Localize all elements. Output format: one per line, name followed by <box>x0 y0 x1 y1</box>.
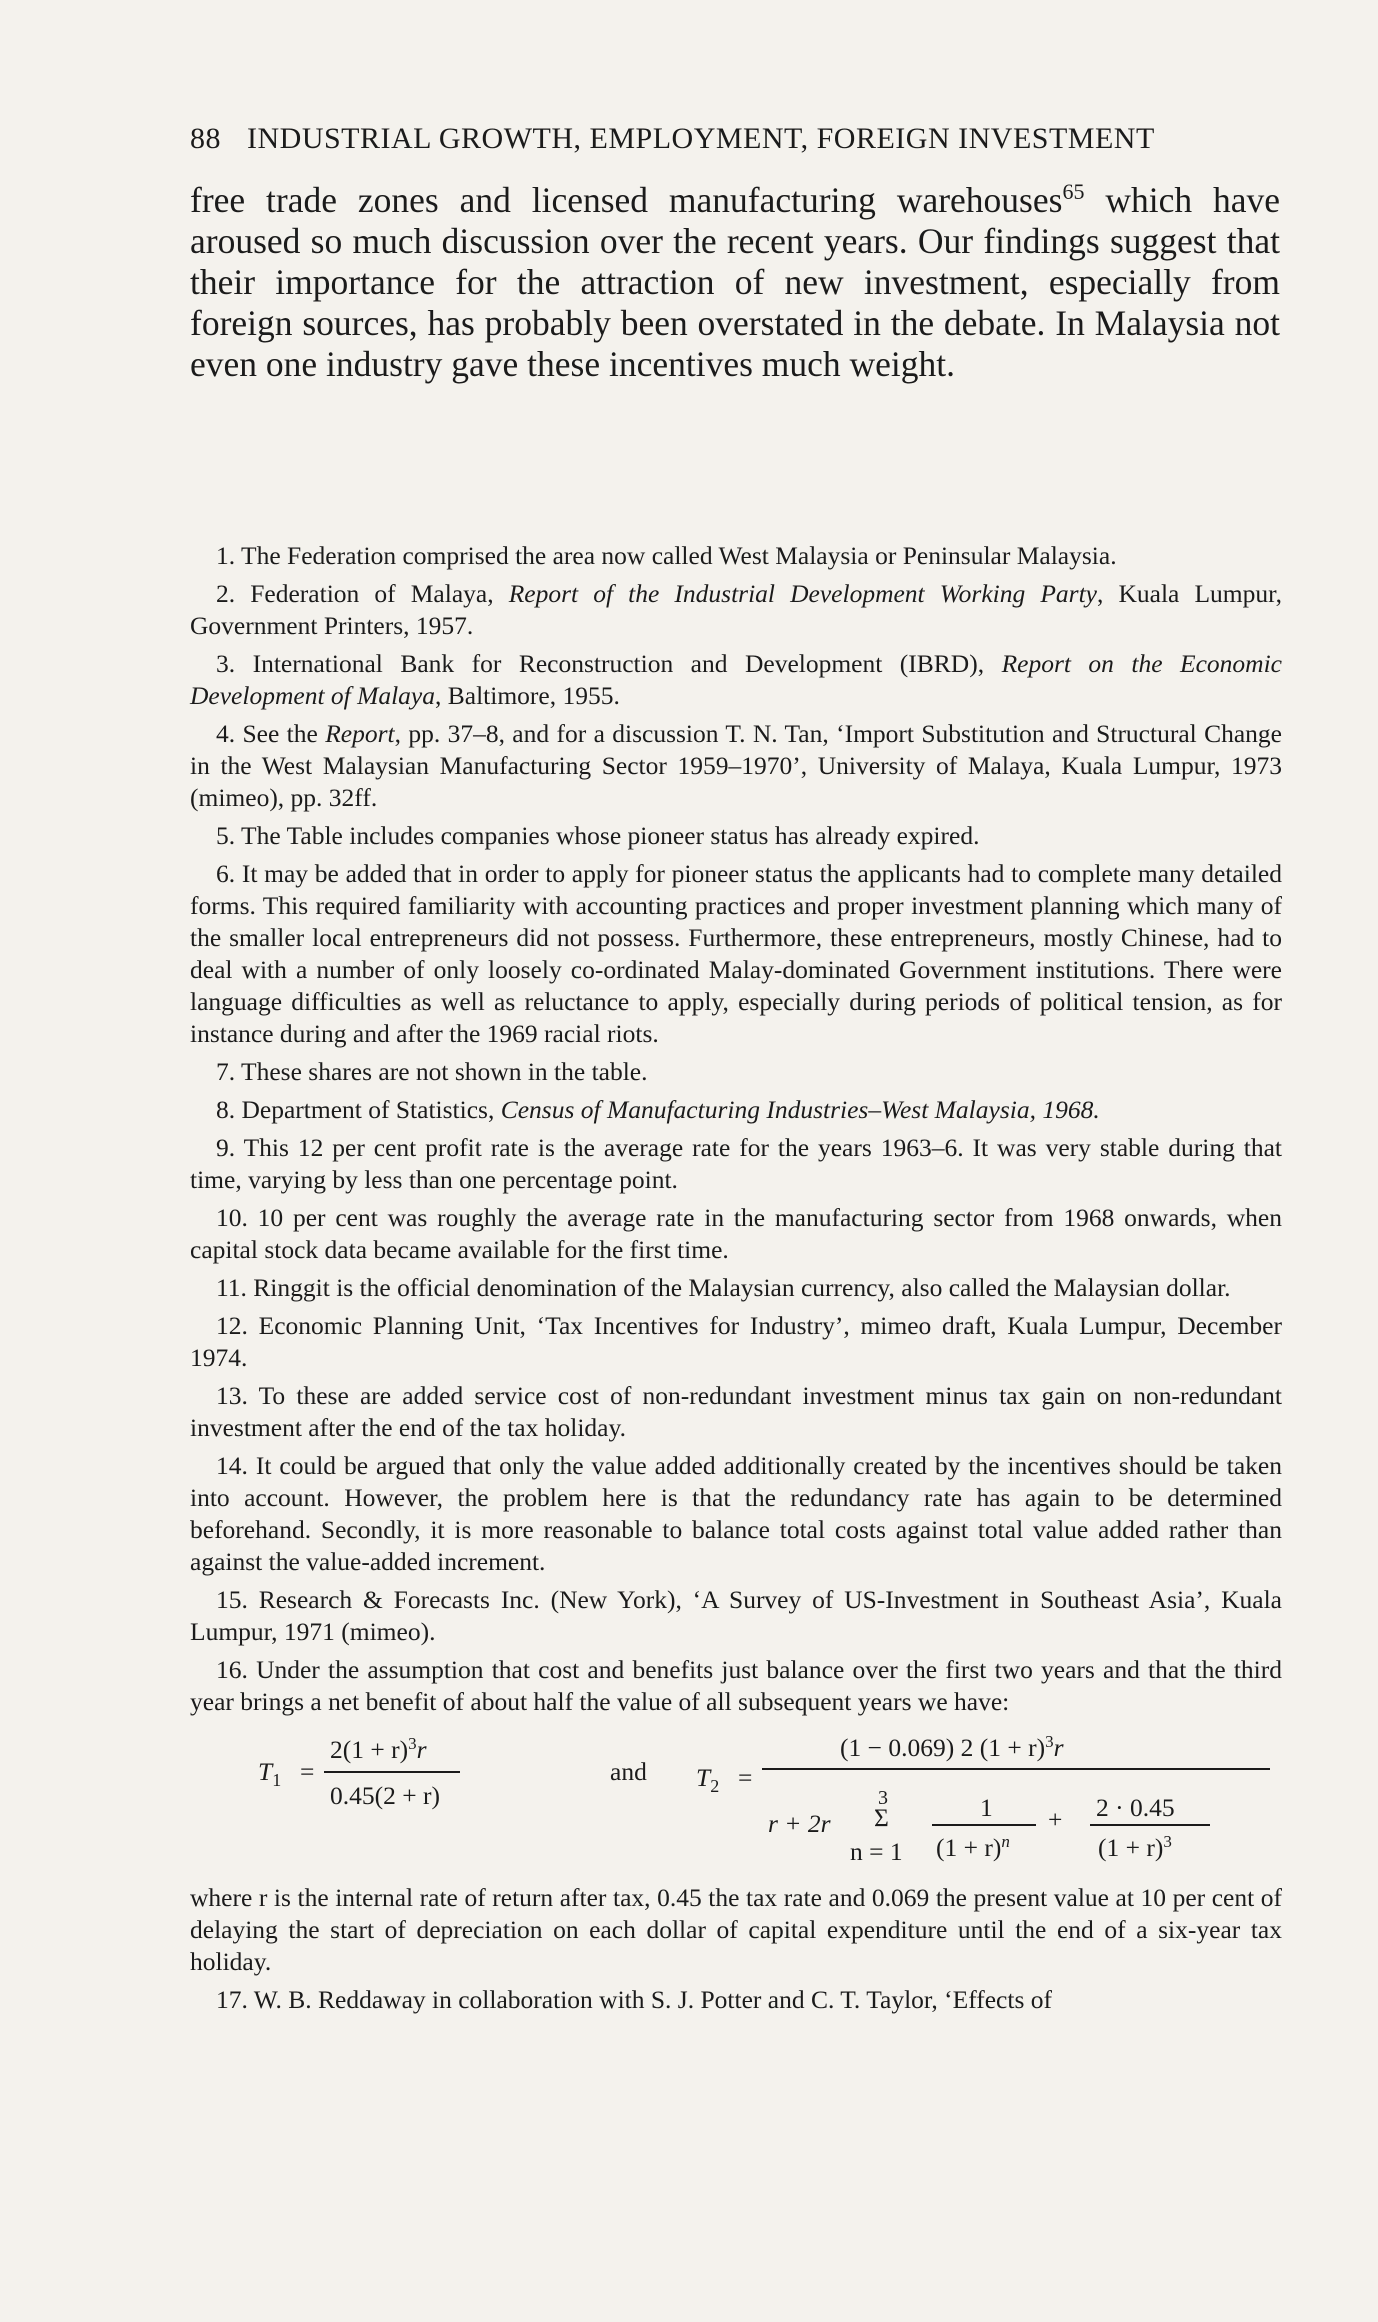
note-3-text: 3. International Bank for Reconstruction and Development (IBRD), <box>216 649 1002 678</box>
running-header <box>190 122 1290 156</box>
inner-numerator-2: 2 · 0.45 <box>1096 1793 1175 1822</box>
and-word: and <box>610 1757 647 1786</box>
page-number: 88 <box>190 122 221 155</box>
note-14: 14. It could be argued that only the value added additionally created by the incentives should be taken into account. However, the problem here is that the redundancy rate has again to be determined beforehand. Secondly, it is more reasonable to balance total costs against total value added rather than against the value-added increment. <box>190 1451 1282 1576</box>
note-3 <box>190 648 1282 712</box>
note-16-continuation: where r is the internal rate of return after tax, 0.45 the tax rate and 0.069 the present value at 10 per cent of delaying the start of depreciation on each dollar of capital expenditure until the end of a six-year tax holiday. <box>190 1883 1282 1976</box>
running-title: INDUSTRIAL GROWTH, EMPLOYMENT, FOREIGN INVESTMENT <box>247 122 1155 155</box>
t1-fraction-bar <box>324 1771 460 1773</box>
note-11: 11. Ringgit is the official denomination of the Malaysian currency, also called the Malaysian dollar. <box>216 1273 1231 1302</box>
note-13: 13. To these are added service cost of non-redundant investment minus tax gain on non-redundant investment after the end of the tax holiday. <box>190 1381 1282 1442</box>
note-17: 17. W. B. Reddaway in collaboration with S. J. Potter and C. T. Taylor, ‘Effects of <box>216 1985 1052 2014</box>
t2-numerator: (1 − 0.069) 2 $(1 + r)^3r$ <box>840 1732 1064 1762</box>
body-text-end: which have aroused so much discussion over the recent years. Our findings suggest that their importance for the attraction of new investment, especially from foreign sources, has probably been overstated in the debate. In Malaysia not even one industry gave these incentives much weight. <box>190 180 1280 384</box>
note-3-title: Report on the Economic Development of Malaya <box>190 649 1282 710</box>
note-16: 16. Under the assumption that cost and benefits just balance over the first two years and that the third year brings a net benefit of about half the value of all subsequent years we have: <box>190 1655 1282 1716</box>
note-2 <box>190 578 1282 642</box>
t1-denominator: 0.45(2 + r) <box>330 1781 440 1810</box>
footnote-ref: 65 <box>1062 179 1085 205</box>
t2-fraction-bar <box>762 1768 1270 1770</box>
note-8-text: 8. Department of Statistics, <box>216 1095 501 1124</box>
sigma-symbol: Σ <box>874 1803 889 1832</box>
note-6: 6. It may be added that in order to apply for pioneer status the applicants had to complete many detailed forms. This required familiarity with accounting practices and proper investment planning which many of the smaller local entrepreneurs did not possess. Furthermore, these entrepreneurs, mostly Chinese, had to deal with a number of only loosely co-ordinated Malay-dominated Government institutions. There were language difficulties as well as reluctance to apply, especially during periods of political tension, as for instance during and after the 1969 racial riots. <box>190 859 1282 1048</box>
t2-equals: = <box>738 1763 753 1792</box>
note-8 <box>190 1094 1282 1126</box>
note-8-title: Census of Manufacturing Industries–West Malaysia, 1968. <box>500 1095 1100 1124</box>
note-4-text: 4. See the <box>216 719 326 748</box>
note-2-text: 2. Federation of Malaya, <box>216 579 509 608</box>
sigma-lower-limit: n = 1 <box>850 1837 903 1866</box>
body-paragraph <box>190 180 1280 385</box>
note-2-title: Report of the Industrial Development Working Party <box>508 579 1097 608</box>
sigma-upper-limit: 3 <box>878 1787 888 1809</box>
t1-equals: = <box>300 1757 315 1786</box>
t1-label: $T_1$ <box>258 1757 282 1790</box>
note-4-title: Report <box>325 719 395 748</box>
note-2-tail: , Kuala Lumpur, Government Printers, 1957. <box>190 579 1282 640</box>
note-1: 1. The Federation comprised the area now called West Malaysia or Peninsular Malaysia. <box>216 541 1117 570</box>
inner-one: 1 <box>980 1793 993 1822</box>
inner-denominator-2: $(1 + r)^3$ <box>1098 1832 1172 1862</box>
t2-denominator-lead: r + 2r <box>768 1809 831 1838</box>
note-4-tail: , pp. 37–8, and for a discussion T. N. Tan, ‘Import Substitution and Structural Change in the West Malaysian Manufacturing Sector 1959–1970’, University of Malaya, Kuala Lumpur, 1973 (mimeo), pp. 32ff. <box>190 719 1282 812</box>
inner-fraction-bar-2 <box>1090 1824 1210 1826</box>
note-7: 7. These shares are not shown in the table. <box>216 1057 648 1086</box>
note-5: 5. The Table includes companies whose pioneer status has already expired. <box>216 821 980 850</box>
note-9: 9. This 12 per cent profit rate is the average rate for the years 1963–6. It was very stable during that time, varying by less than one percentage point. <box>190 1133 1282 1194</box>
note-3-tail: , Baltimore, 1955. <box>435 681 620 710</box>
inner-denominator-1: $(1 + r)^n$ <box>936 1832 1010 1862</box>
t2-label: $T_2$ <box>696 1763 720 1796</box>
note-12: 12. Economic Planning Unit, ‘Tax Incentives for Industry’, mimeo draft, Kuala Lumpur, December 1974. <box>190 1311 1282 1372</box>
endnotes <box>190 540 1282 2022</box>
body-text-start: free trade zones and licensed manufacturing warehouses <box>190 180 1063 220</box>
plus-sign: + <box>1048 1805 1063 1834</box>
note-10: 10. 10 per cent was roughly the average rate in the manufacturing sector from 1968 onwards, when capital stock data became available for the first time. <box>190 1203 1282 1264</box>
t1-numerator: $2(1 + r)^3r$ <box>330 1734 427 1764</box>
formula-block <box>190 1724 1282 1874</box>
inner-fraction-bar-1 <box>932 1824 1036 1826</box>
note-4 <box>190 718 1282 814</box>
note-15: 15. Research & Forecasts Inc. (New York), ‘A Survey of US-Investment in Southeast Asia’, Kuala Lumpur, 1971 (mimeo). <box>190 1585 1282 1646</box>
